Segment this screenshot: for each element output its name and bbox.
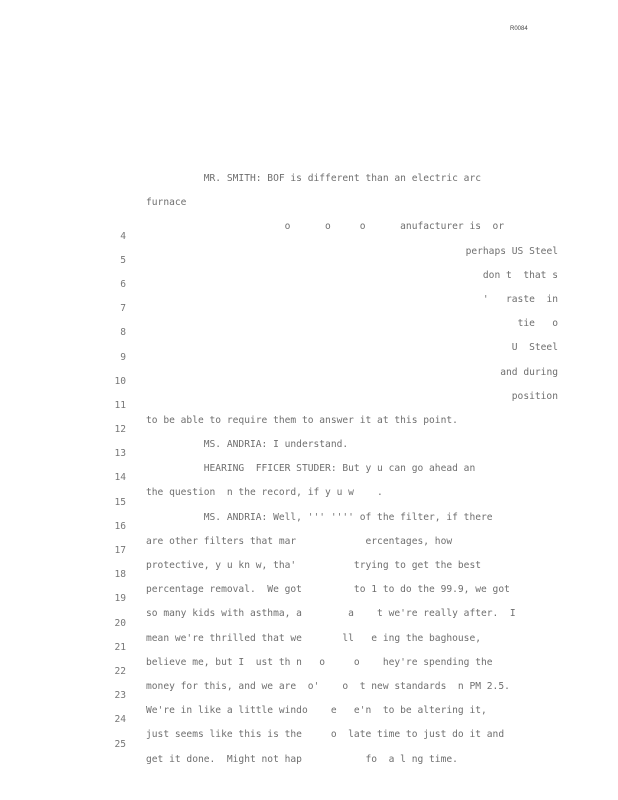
- line-number: 16: [114, 520, 126, 532]
- line-number: 4: [120, 230, 126, 242]
- line-text: U Steel: [511, 342, 558, 354]
- line-number: 14: [114, 472, 126, 484]
- line-text: to be able to require them to answer it at this point.: [146, 414, 458, 426]
- line-text: HEARING FFICER STUDER: But y u can go ahead an: [146, 463, 476, 475]
- line-number: 24: [114, 714, 126, 726]
- transcript-line: [0, 673, 618, 717]
- transcript-line: [0, 189, 618, 233]
- line-text: mean we're thrilled that we ll e ing the baghouse,: [146, 632, 482, 644]
- line-text: perhaps US Steel: [465, 245, 558, 257]
- line-number: 23: [114, 690, 126, 702]
- transcript-line: [0, 262, 618, 305]
- line-text: are other filters that mar ercentages, how: [146, 535, 453, 547]
- line-number: 5: [120, 254, 126, 266]
- line-text: protective, y u kn w, tha' trying to get the best: [146, 560, 482, 571]
- line-text: ' raste in: [482, 293, 558, 305]
- transcript-line: [0, 238, 618, 281]
- transcript-line: [0, 625, 618, 668]
- line-number: 13: [114, 448, 126, 460]
- line-text: money for this, and we are o' o t new standards n PM 2.5.: [146, 680, 510, 692]
- line-number: 6: [120, 278, 126, 290]
- transcript-line: [0, 383, 618, 426]
- line-text: MS. ANDRIA: Well, ''' '''' of the filter, if there: [146, 511, 493, 523]
- transcript-line: [0, 335, 618, 378]
- transcript-line: [0, 697, 618, 741]
- line-text: position: [511, 390, 558, 402]
- line-number: 25: [114, 738, 126, 750]
- line-text: o o o anufacturer is or: [146, 221, 505, 233]
- transcript-line: [0, 359, 618, 402]
- line-number: 19: [114, 593, 126, 605]
- line-number: 21: [114, 641, 126, 653]
- line-text: don t that s: [482, 269, 558, 281]
- line-number: 17: [114, 545, 126, 556]
- transcript-line: [0, 722, 618, 765]
- line-number: 20: [114, 617, 126, 629]
- line-number: 8: [120, 327, 126, 339]
- line-text: MS. ANDRIA: I understand.: [146, 439, 349, 451]
- line-number: 22: [114, 665, 126, 677]
- transcript-line: [0, 480, 618, 523]
- line-text: We're in like a little windo e e'n to be altering it,: [146, 705, 487, 717]
- line-text: percentage removal. We got to 1 to do the 99.9, we got: [146, 584, 510, 596]
- transcript-line: [0, 431, 618, 475]
- transcript-line: [0, 286, 618, 330]
- transcript-line: [0, 576, 618, 620]
- transcript-line: [0, 455, 618, 499]
- line-text: believe me, but I ust th n o o hey're spending the: [146, 656, 493, 668]
- line-text: the question n the record, if y u w .: [146, 487, 383, 499]
- transcript-line: [0, 310, 618, 354]
- line-text: just seems like this is the o late time to just do it and: [146, 729, 505, 741]
- line-text: tie o: [517, 318, 558, 330]
- line-number: 10: [114, 375, 126, 387]
- line-number: 18: [114, 569, 126, 581]
- transcript-line: [0, 504, 618, 547]
- line-number: 7: [120, 303, 126, 315]
- transcript-line: [0, 214, 618, 257]
- line-text: MR. SMITH: BOF is different than an electric arc: [146, 173, 482, 184]
- transcript-line: [0, 165, 618, 209]
- line-text: and during: [500, 366, 558, 378]
- line-text: get it done. Might not hap fo a l ng time.: [146, 753, 458, 765]
- line-number: 11: [114, 399, 126, 411]
- transcript-line: [0, 552, 618, 596]
- line-number: 12: [114, 424, 126, 436]
- line-text: so many kids with asthma, a a t we're really after. I: [146, 608, 516, 620]
- transcript-line: [0, 601, 618, 644]
- line-text: furnace: [146, 197, 187, 209]
- page-identifier: R0084: [510, 26, 528, 32]
- transcript-line: [0, 528, 618, 571]
- transcript-line: [0, 141, 618, 184]
- transcript-line: [0, 649, 618, 692]
- transcript-body: [0, 141, 618, 765]
- transcript-line: [0, 407, 618, 451]
- line-number: 15: [114, 496, 126, 508]
- line-number: 9: [120, 351, 126, 363]
